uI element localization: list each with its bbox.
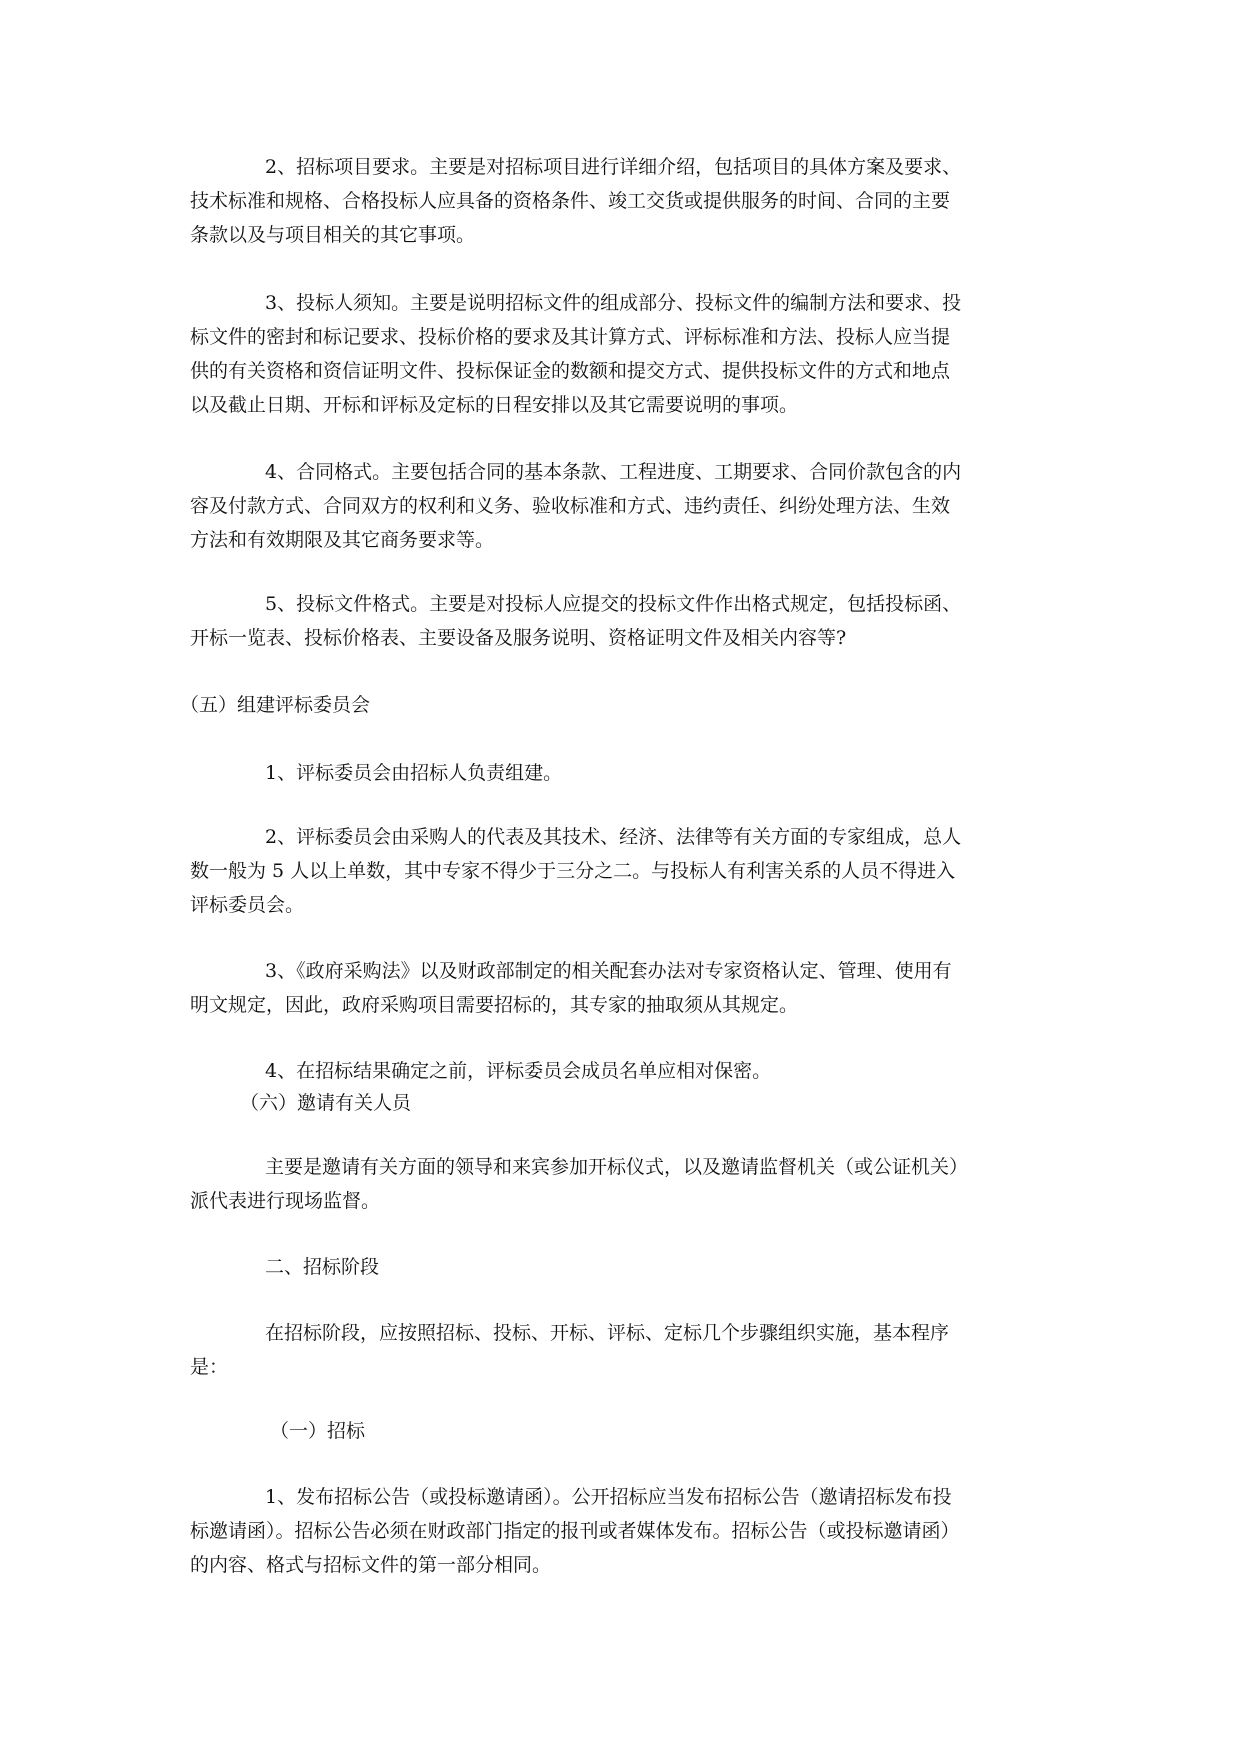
paragraph-line: 派代表进行现场监督。	[190, 1190, 381, 1212]
paragraph-project-requirements	[190, 150, 1070, 252]
paragraph-invite	[190, 1150, 1070, 1218]
paragraph-bidding-stage	[190, 1316, 1070, 1384]
paragraph-line: 数一般为 5 人以上单数，其中专家不得少于三分之二。与投标人有利害关系的人员不得进入	[190, 860, 956, 882]
paragraph-bidder-instructions	[190, 286, 1070, 422]
paragraph-line: 3、投标人须知。主要是说明招标文件的组成部分、投标文件的编制方法和要求、投	[265, 292, 962, 314]
section-heading-invite-personnel: （六）邀请有关人员	[240, 1092, 412, 1114]
paragraph-line: 4、合同格式。主要包括合同的基本条款、工程进度、工期要求、合同价款包含的内	[265, 461, 962, 483]
section-heading-bidding-stage: 二、招标阶段	[265, 1256, 380, 1278]
paragraph-line: 3、《政府采购法》以及财政部制定的相关配套办法对专家资格认定、管理、使用有	[265, 960, 952, 982]
paragraph-line: 技术标准和规格、合格投标人应具备的资格条件、竣工交货或提供服务的时间、合同的主要	[190, 190, 951, 212]
paragraph-line: 1、发布招标公告（或投标邀请函）。公开招标应当发布招标公告（邀请招标发布投	[265, 1486, 952, 1508]
paragraph-line: 2、招标项目要求。主要是对招标项目进行详细介绍，包括项目的具体方案及要求、	[265, 156, 962, 178]
paragraph-line: 方法和有效期限及其它商务要求等。	[190, 529, 495, 551]
paragraph-bid-document-format	[190, 587, 1070, 655]
paragraph-committee-4	[190, 1054, 1070, 1088]
section-heading-evaluation-committee: （五）组建评标委员会	[180, 694, 371, 716]
paragraph-committee-1	[190, 756, 1070, 790]
paragraph-committee-3	[190, 954, 1070, 1022]
paragraph-line: 在招标阶段，应按照招标、投标、开标、评标、定标几个步骤组织实施，基本程序	[265, 1322, 950, 1344]
paragraph-line: 明文规定，因此，政府采购项目需要招标的，其专家的抽取须从其规定。	[190, 994, 799, 1016]
paragraph-line: 评标委员会。	[190, 894, 305, 916]
paragraph-line: 的内容、格式与招标文件的第一部分相同。	[190, 1554, 552, 1576]
paragraph-line: 条款以及与项目相关的其它事项。	[190, 224, 476, 246]
paragraph-line: 1、评标委员会由招标人负责组建。	[265, 762, 563, 784]
paragraph-line: 标文件的密封和标记要求、投标价格的要求及其计算方式、评标标准和方法、投标人应当提	[190, 326, 951, 348]
paragraph-line: 开标一览表、投标价格表、主要设备及服务说明、资格证明文件及相关内容等?	[190, 627, 847, 649]
paragraph-line: 2、评标委员会由采购人的代表及其技术、经济、法律等有关方面的专家组成，总人	[265, 826, 962, 848]
paragraph-line: 供的有关资格和资信证明文件、投标保证金的数额和提交方式、提供投标文件的方式和地点	[190, 360, 951, 382]
paragraph-line: 容及付款方式、合同双方的权利和义务、验收标准和方式、违约责任、纠纷处理方法、生效	[190, 495, 951, 517]
paragraph-line: 标邀请函）。招标公告必须在财政部门指定的报刊或者媒体发布。招标公告（或投标邀请函）	[190, 1520, 960, 1542]
paragraph-line: 4、在招标结果确定之前，评标委员会成员名单应相对保密。	[265, 1060, 772, 1082]
paragraph-contract-format	[190, 455, 1070, 557]
paragraph-line: 5、投标文件格式。主要是对投标人应提交的投标文件作出格式规定，包括投标函、	[265, 593, 962, 615]
section-heading-tender: （一）招标	[270, 1420, 366, 1442]
paragraph-publish-notice	[190, 1480, 1070, 1582]
paragraph-committee-2	[190, 820, 1070, 922]
paragraph-line: 是：	[190, 1356, 229, 1378]
paragraph-line: 以及截止日期、开标和评标及定标的日程安排以及其它需要说明的事项。	[190, 394, 799, 416]
paragraph-line: 主要是邀请有关方面的领导和来宾参加开标仪式，以及邀请监督机关（或公证机关）	[265, 1156, 969, 1178]
